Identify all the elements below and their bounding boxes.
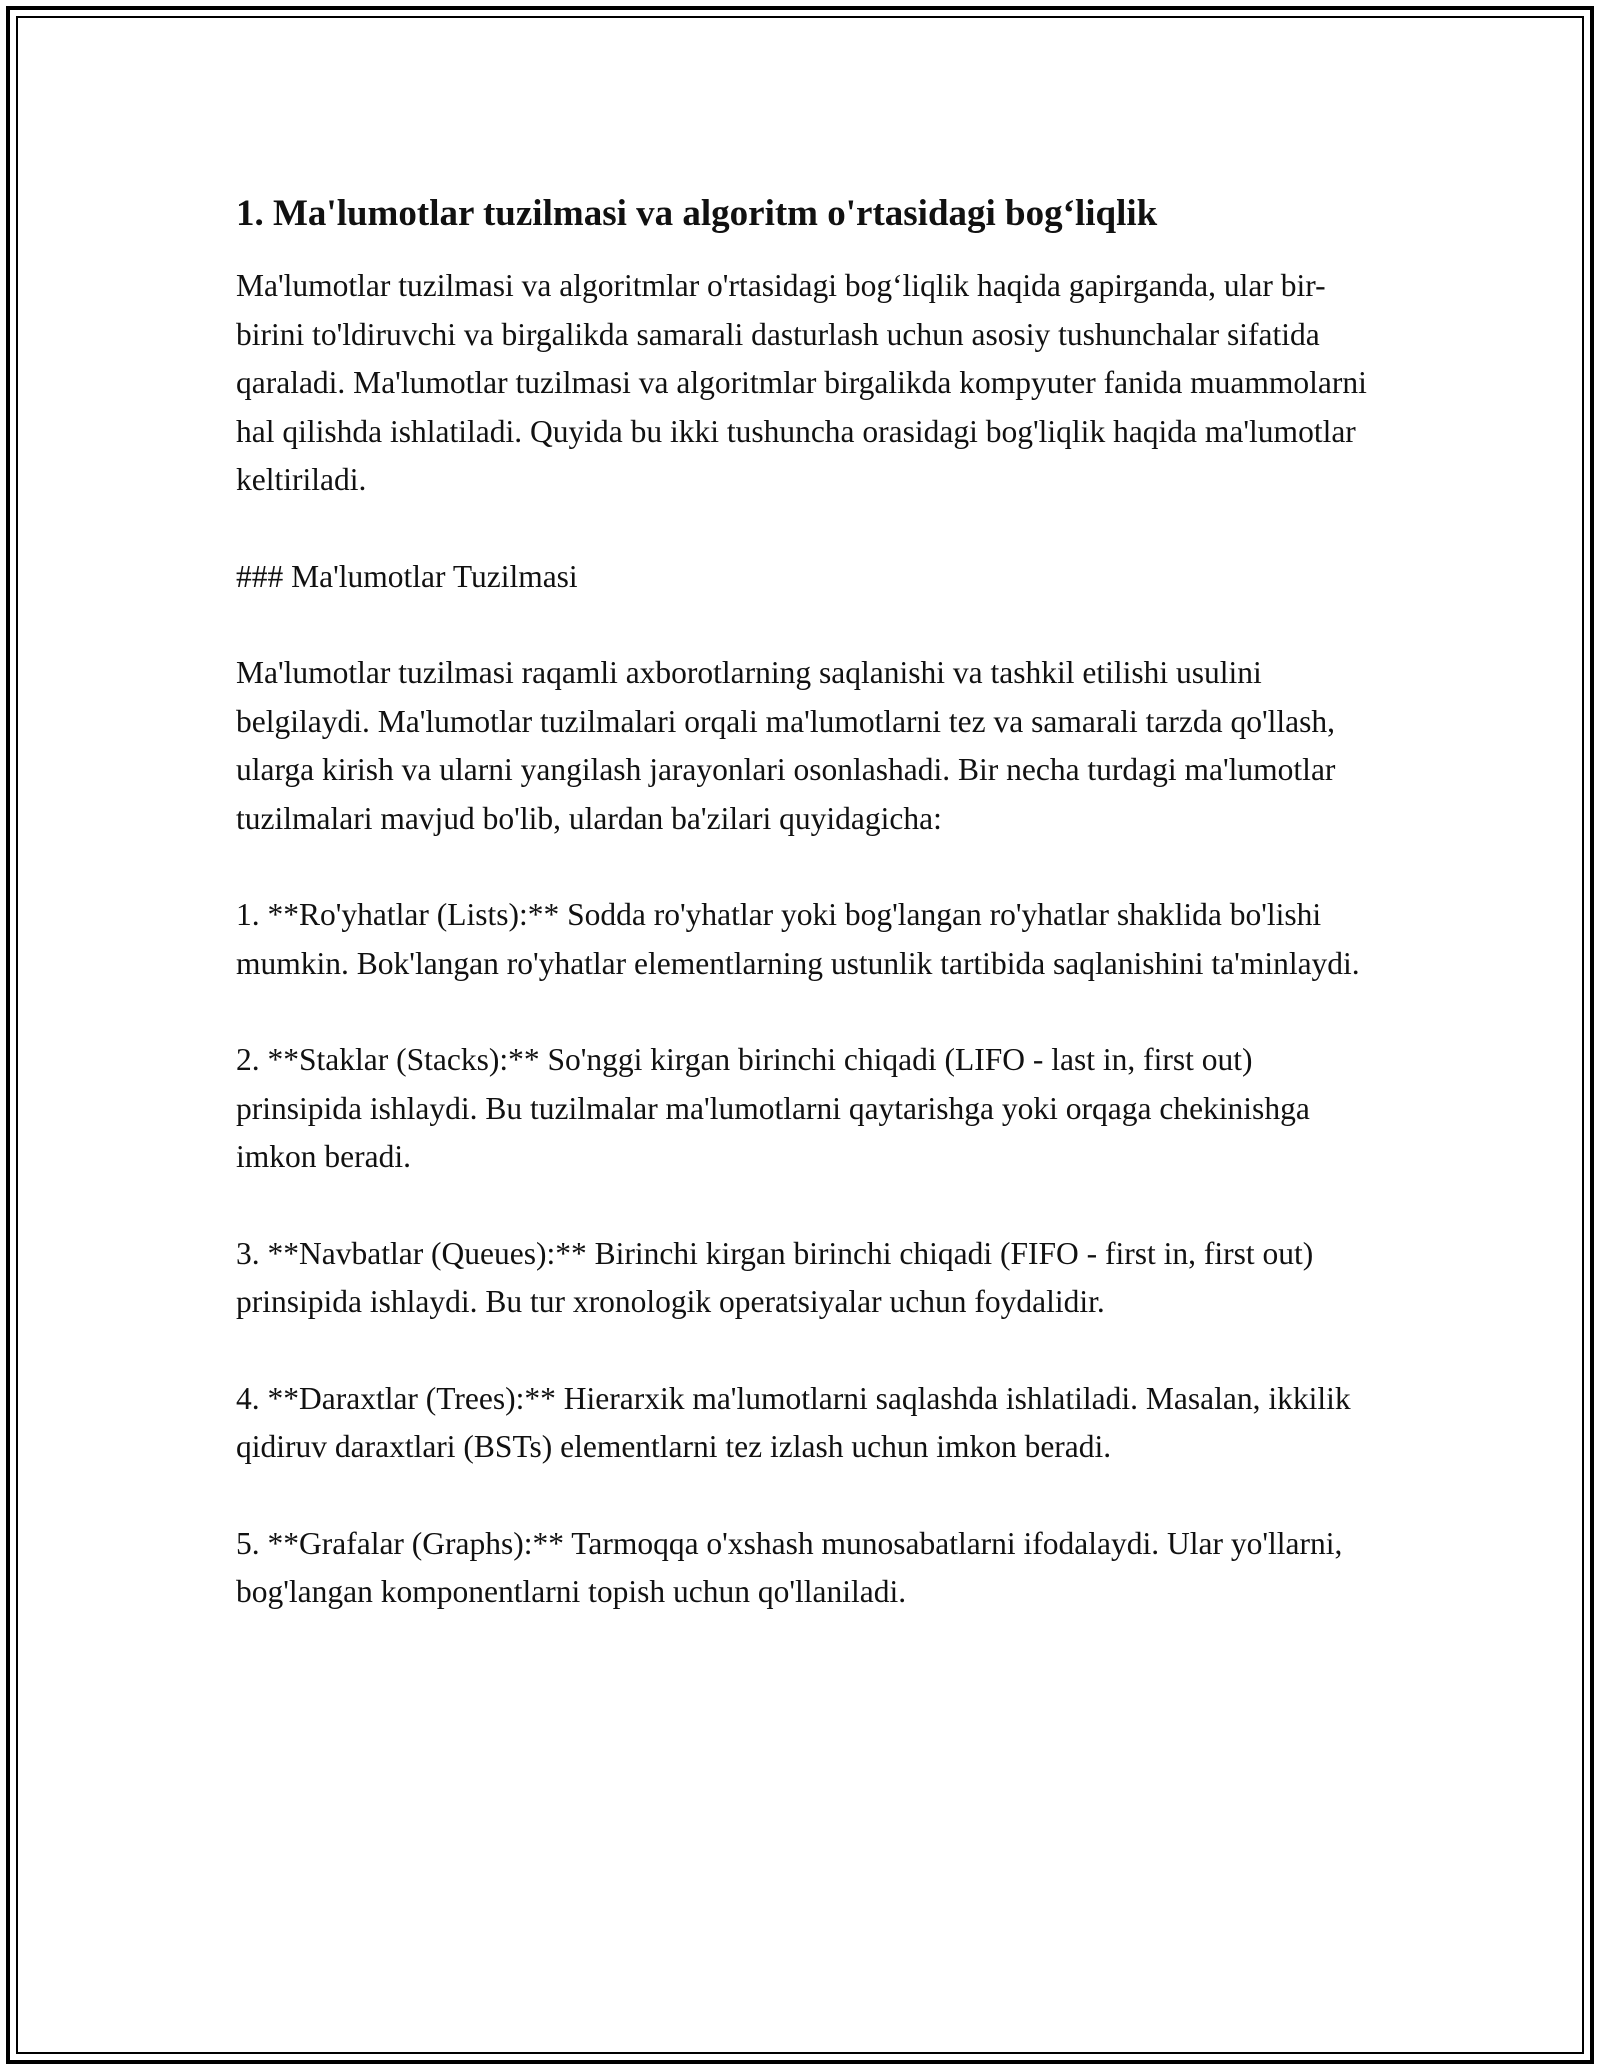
- data-structure-definition-paragraph: Ma'lumotlar tuzilmasi raqamli axborotlarning saqlanishi va tashkil etilishi usulini belgilaydi. Ma'lumotlar tuzilmalari orqali ma'lumotlarni tez va samarali tarzda qo'llash, ularga kirish va ularni yangilash jarayonlari osonlashadi. Bir necha turdagi ma'lumotlar tuzilmalari mavjud bo'lib, ulardan ba'zilari quyidagicha:: [236, 655, 1336, 836]
- list-item-graphs: 5. **Grafalar (Graphs):** Tarmoqqa o'xshash munosabatlarni ifodalaydi. Ular yo'llarni, bog'langan komponentlarni topish uchun qo'llaniladi.: [236, 1525, 1343, 1609]
- document-body: [236, 188, 1376, 1665]
- list-item-queues: 3. **Navbatlar (Queues):** Birinchi kirgan birinchi chiqadi (FIFO - first in, first out) prinsipida ishlaydi. Bu tur xronologik operatsiyalar uchun foydalidir.: [236, 1235, 1314, 1319]
- list-item-lists: 1. **Ro'yhatlar (Lists):** Sodda ro'yhatlar yoki bog'langan ro'yhatlar shaklida bo'lishi mumkin. Bok'langan ro'yhatlar elementlarning ustunlik tartibida saqlanishini ta'minlaydi.: [236, 897, 1360, 981]
- list-item-stacks: 2. **Staklar (Stacks):** So'nggi kirgan birinchi chiqadi (LIFO - last in, first out) prinsipida ishlaydi. Bu tuzilmalar ma'lumotlarni qaytarishga yoki orqaga chekinishga imkon beradi.: [236, 1042, 1310, 1174]
- list-item-trees: 4. **Daraxtlar (Trees):** Hierarxik ma'lumotlarni saqlashda ishlatiladi. Masalan, ikkilik qidiruv daraxtlari (BSTs) elementlarni tez izlash uchun imkon beradi.: [236, 1380, 1351, 1464]
- section-heading-paragraph: ### Ma'lumotlar Tuzilmasi: [236, 558, 578, 594]
- document-title: 1. Ma'lumotlar tuzilmasi va algoritm o'rtasidagi bog‘liqlik: [236, 193, 1158, 234]
- intro-paragraph: Ma'lumotlar tuzilmasi va algoritmlar o'rtasidagi bog‘liqlik haqida gapirganda, ular bir-birini to'ldiruvchi va birgalikda samarali dasturlash uchun asosiy tushunchalar sifatida qaraladi. Ma'lumotlar tuzilmasi va algoritmlar birgalikda kompyuter fanida muammolarni hal qilishda ishlatiladi. Quyida bu ikki tushuncha orasidagi bog'liqlik haqida ma'lumotlar keltiriladi.: [236, 268, 1367, 497]
